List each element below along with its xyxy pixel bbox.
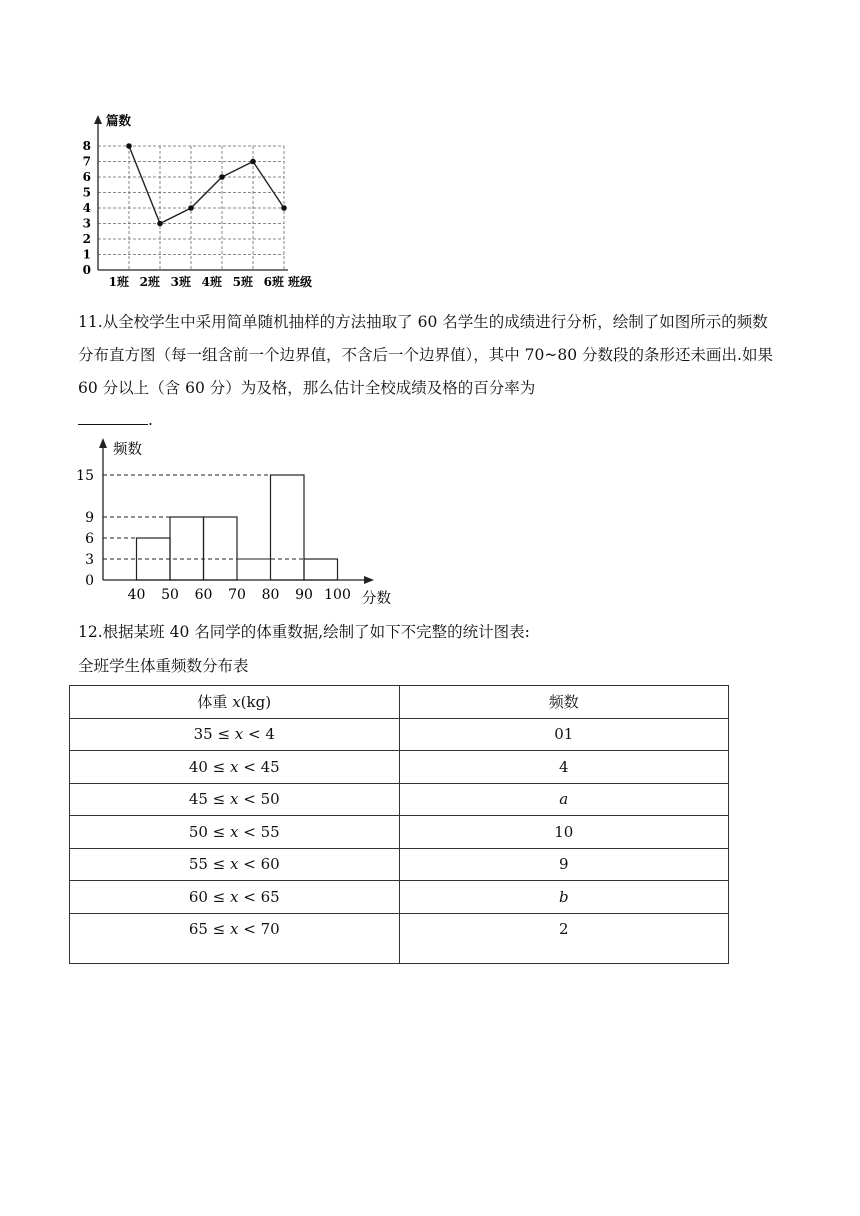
question-12-text: 12.根据某班 40 名同学的体重数据,绘制了如下不完整的统计图表: <box>78 623 530 641</box>
y-axis-label: 频数 <box>113 442 142 458</box>
weight-range: 45 ≤ x < 50 <box>70 783 400 816</box>
table-title <box>78 654 249 676</box>
y-axis-arrow <box>94 115 102 124</box>
x-tick-label: 6班 <box>263 275 284 289</box>
weight-range: 50 ≤ x < 55 <box>70 816 400 849</box>
y-tick-label: 15 <box>76 468 94 484</box>
histogram-scores <box>60 432 405 612</box>
x-tick-label: 1班 <box>108 275 129 289</box>
frequency-value: 4 <box>399 751 729 784</box>
weight-range: 40 ≤ x < 45 <box>70 751 400 784</box>
frequency-table <box>69 685 729 964</box>
question-11-end: . <box>148 411 153 429</box>
x-tick-label: 2班 <box>139 275 160 289</box>
histogram-bar <box>271 475 305 580</box>
series-line <box>129 146 284 224</box>
y-tick-label: 9 <box>85 510 94 526</box>
frequency-value: 2 <box>399 913 729 963</box>
weight-range: 60 ≤ x < 65 <box>70 881 400 914</box>
data-point <box>281 205 287 211</box>
frequency-value: 01 <box>399 718 729 751</box>
weight-range: 65 ≤ x < 70 <box>70 913 400 963</box>
question-11 <box>78 306 778 405</box>
answer-blank-11 <box>78 410 153 429</box>
x-tick-label: 5班 <box>232 275 253 289</box>
data-point <box>219 174 225 180</box>
y-tick-label: 7 <box>82 154 91 169</box>
x-axis-label: 分数 <box>362 591 391 607</box>
table-row <box>70 913 729 963</box>
x-tick-label: 4班 <box>201 275 222 289</box>
data-point <box>157 221 163 227</box>
x-axis-arrow <box>364 576 374 584</box>
table-row <box>70 848 729 881</box>
x-tick-label: 40 <box>127 587 146 603</box>
data-point <box>250 159 256 165</box>
histogram-bar <box>304 559 338 580</box>
frequency-value: b <box>399 881 729 914</box>
x-tick-label: 60 <box>194 587 213 603</box>
y-tick-label: 0 <box>82 263 91 277</box>
data-point <box>126 143 132 149</box>
answer-blank-line <box>78 410 148 425</box>
x-axis-label: 班级 <box>288 275 313 289</box>
y-axis-label: 篇数 <box>106 113 132 128</box>
header-frequency: 频数 <box>399 686 729 719</box>
table-title-text: 全班学生体重频数分布表 <box>78 657 249 675</box>
y-tick-label: 6 <box>82 170 91 184</box>
data-point <box>188 205 194 211</box>
weight-range: 55 ≤ x < 60 <box>70 848 400 881</box>
question-12 <box>78 620 530 642</box>
x-tick-label: 3班 <box>170 275 191 289</box>
x-tick-label: 70 <box>228 587 246 603</box>
y-tick-label: 3 <box>82 216 91 231</box>
question-11-text: 11.从全校学生中采用简单随机抽样的方法抽取了 60 名学生的成绩进行分析，绘制了如图所示的频数分布直方图（每一组含前一个边界值，不含后一个边界值），其中 70~80 分数段的条形还未画出.如果 60 分以上（含 60 分）为及格，那么估计全校成绩及格的百分率为 <box>78 313 773 397</box>
y-tick-label: 0 <box>85 573 94 589</box>
y-axis-arrow <box>99 438 107 448</box>
y-tick-label: 8 <box>82 139 91 153</box>
line-chart-essays <box>80 110 350 295</box>
y-tick-label: 4 <box>82 201 91 215</box>
x-tick-label: 50 <box>161 587 179 603</box>
histogram-bar <box>204 517 238 580</box>
x-tick-label: 90 <box>295 587 313 603</box>
weight-range: 35 ≤ x < 4 <box>70 718 400 751</box>
frequency-value: 9 <box>399 848 729 881</box>
y-tick-label: 2 <box>82 232 91 246</box>
frequency-value: a <box>399 783 729 816</box>
table-row <box>70 881 729 914</box>
table-row <box>70 718 729 751</box>
y-tick-label: 3 <box>85 552 94 568</box>
y-tick-label: 6 <box>85 531 94 547</box>
header-weight: 体重 x(kg) <box>70 686 400 719</box>
y-tick-label: 5 <box>82 185 91 200</box>
x-tick-label: 80 <box>261 587 280 603</box>
y-tick-label: 1 <box>82 247 91 262</box>
x-tick-label: 100 <box>324 587 351 603</box>
table-row <box>70 783 729 816</box>
histogram-bar <box>170 517 204 580</box>
table-row <box>70 816 729 849</box>
table-row <box>70 751 729 784</box>
frequency-value: 10 <box>399 816 729 849</box>
table-header-row <box>70 686 729 719</box>
